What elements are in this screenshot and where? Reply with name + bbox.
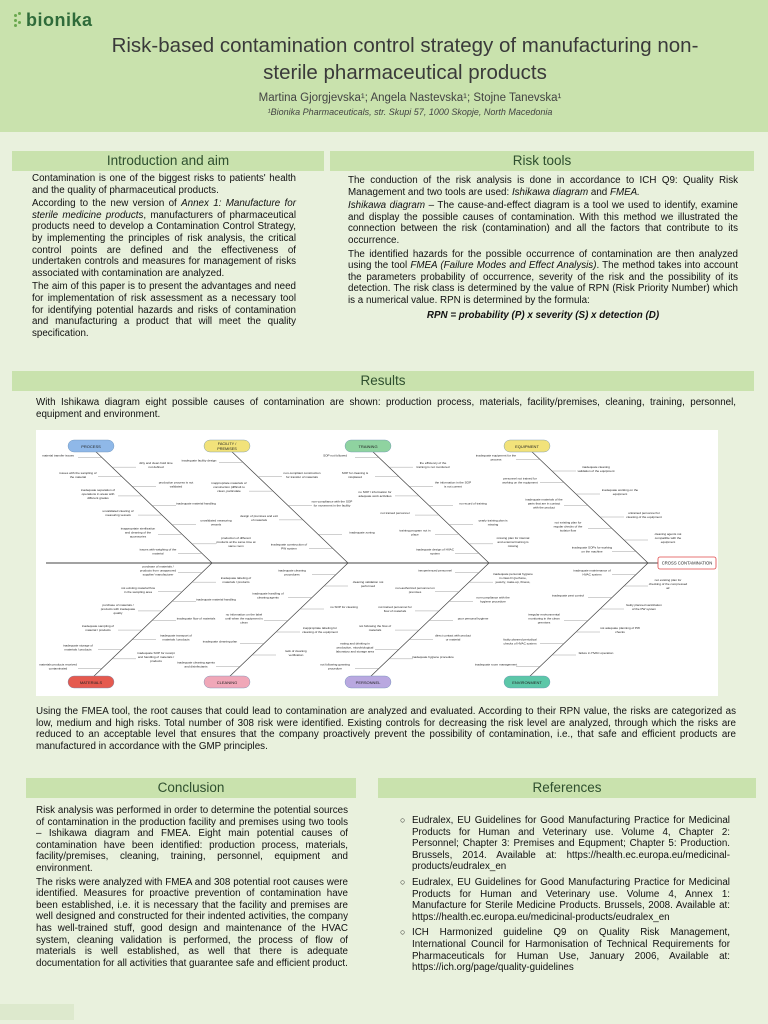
references-heading: References: [378, 778, 756, 798]
category-label: MATERIALS: [79, 680, 103, 685]
cause-label: materials products received: [39, 662, 77, 667]
cause-label: no SOP for cleaning: [330, 605, 358, 609]
cause-label: inadequate room management: [474, 662, 518, 667]
cause-label: until when the equipment is: [225, 616, 263, 621]
cause-label: production of different: [221, 535, 251, 540]
cause-label: not trained personnel: [380, 511, 410, 516]
cause-label: performed: [360, 584, 376, 588]
cause-label: for transfer of materials: [286, 474, 318, 479]
cause-label: flow of materials: [383, 608, 407, 613]
authors: Martina Gjorgjevska¹; Angela Nastevska¹; Stojne Tanevska¹: [258, 92, 562, 104]
rt-p3-b: . The method takes into account the parameters probability of occurrence, severity of the risk and the possibility of its detection. The risk class is determined by the value of RPN (Risk Priority Number) which is a numerical value. RPN is determined by the formula:: [348, 260, 738, 306]
cause-label: of the PW system: [631, 607, 657, 611]
cause-label: irregular environmental: [528, 612, 560, 617]
cause-label: no record of training: [459, 501, 487, 506]
references-list: [398, 815, 730, 978]
cause-label: eating and drinking in: [340, 641, 370, 646]
cause-label: not following gowning: [320, 662, 350, 667]
cause-label: inadequate maintenance of: [573, 568, 611, 573]
cause-label: the efficiency of the: [419, 461, 447, 466]
cause-label: products: [150, 658, 162, 663]
cause-label: materials / products: [162, 637, 190, 642]
rt-p1-em: Ishikawa diagram: [511, 186, 589, 198]
cause-label: dirty and clean hold time: [139, 461, 173, 466]
cause-label: no SOP / information for: [358, 489, 392, 494]
cause-label: training program not in: [399, 528, 431, 533]
cause-label: laboratory and storage area: [335, 649, 375, 654]
cause-label: SOP for cleaning is: [341, 470, 369, 475]
cause-label: on the machine: [581, 549, 603, 554]
cause-label: inadequate material handling: [196, 597, 236, 602]
cause-label: inadequate flow of materials: [176, 616, 216, 621]
cause-label: material / products: [85, 628, 111, 633]
cause-label: isolator flow: [559, 528, 577, 533]
poster-header: [0, 0, 768, 132]
reference-item: ○ ICH Harmonized guideline Q9 on Quality Risk Management, International Council for Harmonisation of Technical Requirements for Pharmaceuticals for Human Use, January 2006, Available at: https://ich.org/page/quality-guidelines: [412, 927, 730, 973]
cause-label: inadequate separation of: [80, 487, 116, 492]
cause-label: inadequate labeling of: [220, 576, 252, 581]
risk-tools-p3: [348, 249, 738, 307]
cause-label: not existing material flow: [121, 585, 155, 590]
cause-label: operations in areas with: [81, 491, 115, 496]
cause-label: is not current: [444, 484, 462, 489]
cause-label: the material: [69, 474, 87, 479]
conclusion-p1: Risk analysis was performed in order to determine the potential sources of contamination in the production facility and premises using two tools – Ishikawa diagram and FMEA. Eight main potential causes of contamination have been identified: production process, materials, facility/premises, cleaning, training, personnel, equipment and environment.: [36, 805, 348, 874]
intro-p2-b: , manufacturers of pharmaceutical products need to develop a Contamination Control Strategy, by implementing the principles of risk analysis, the critical control points are defined and the effectiveness of undertaken controls and measures for management of risks associated with contamination are analyzed.: [32, 209, 296, 279]
cause-label: cleaning of the equipment: [626, 515, 662, 519]
cause-label: inappropriate sterilization: [120, 526, 156, 531]
cause-label: cleaning validation not: [352, 580, 384, 584]
intro-p2-a: According to the new version of: [32, 198, 182, 210]
cause-label: not following the flow of: [358, 624, 392, 629]
cause-label: and cleaning of the: [124, 530, 152, 535]
title-line-2: sterile pharmaceutical products: [263, 61, 547, 84]
cause-label: inadequate cleaning agents: [177, 660, 215, 665]
cause-label: unvalidated clearing of: [102, 509, 134, 514]
footer-box: [0, 1004, 74, 1020]
cause-label: compatible with the: [654, 536, 682, 540]
cause-label: supplier/ manufacturer: [142, 572, 174, 577]
cause-label: inadequate cleaning plan: [202, 639, 238, 644]
category-label: PROCESS: [81, 444, 101, 449]
cause-label: clean: [240, 620, 248, 625]
affiliation: ¹Bionika Pharmaceuticals, str. Skupi 57, 1000 Skopje, North Macedonia: [267, 107, 553, 117]
intro-p2: [32, 198, 296, 279]
cause-label: not trained personnel for: [378, 604, 412, 609]
cause-label: missing: [487, 522, 499, 527]
cause-label: inadequate hygiene procedure: [412, 654, 454, 659]
cause-label: non-compliance with the SOP: [311, 499, 353, 504]
cause-label: missing: [507, 543, 519, 548]
cause-label: direct contact with product: [435, 633, 471, 638]
cause-label: contaminated: [48, 666, 68, 671]
cause-label: issues with weighing of the: [139, 547, 177, 552]
cause-label: inappropriate materials of: [211, 481, 247, 486]
intro-p3: The aim of this paper is to present the advantages and need for implementation of risk assessment as a necessary tool for identifying potential hazards and risks of contamination and manufacturing a product that will meet the quality specification.: [32, 281, 296, 339]
intro-heading: Introduction and aim: [12, 151, 324, 171]
cause-label: products from unapproved: [139, 568, 177, 573]
rpn-formula: RPN = probability (P) x severity (S) x detection (D): [426, 309, 660, 321]
cause-label: failure in HVAC operation: [578, 651, 614, 655]
cause-label: inadequate materials of the: [525, 497, 563, 502]
cause-label: validated: [169, 484, 183, 489]
title-line-1: Risk-based contamination control strategy of manufacturing non-: [111, 34, 699, 57]
category-label: PREMISES: [217, 447, 237, 451]
cause-label: inappropriate labeling for: [302, 626, 338, 630]
cause-label: materials / products: [222, 580, 250, 585]
cause-label: equipment: [612, 492, 628, 496]
cause-label: for movement in the facility: [313, 503, 351, 508]
cause-label: materials: [368, 628, 382, 633]
cause-label: unvalidated measuring: [200, 518, 232, 523]
cause-label: inadequate SOPs for working: [571, 545, 613, 550]
conclusion-heading: Conclusion: [26, 778, 356, 798]
cause-label: materials / products: [64, 647, 92, 652]
cause-label: air: [666, 586, 670, 590]
rt-p3-a: The identified hazards for the possible occurrence of contamination are then analyzed using the tool: [348, 248, 738, 272]
cause-label: HVAC system: [582, 572, 602, 577]
cause-label: process: [490, 457, 502, 462]
cause-label: checks of HVAC system: [503, 641, 537, 646]
cause-label: production process is not: [158, 480, 194, 485]
cause-label: non-compliant construction: [283, 470, 321, 475]
poster-title: [60, 32, 750, 86]
logo-dots-icon: [14, 12, 24, 28]
risk-tools-p2: [348, 200, 738, 246]
cause-label: place: [411, 532, 419, 537]
rt-p1-b: and: [588, 186, 610, 198]
cause-label: misplaced: [348, 474, 362, 479]
cause-label: hygiene procedure: [480, 599, 506, 604]
cause-label: parts that are in contact: [527, 501, 561, 506]
cause-label: inadequate cleaning: [582, 465, 610, 469]
cause-label: purchase of materials /: [142, 564, 174, 569]
cause-label: inadequate cleaning: [278, 568, 306, 573]
cause-label: checking of the compressed: [648, 582, 688, 586]
cause-label: yearly training plan is: [478, 518, 508, 523]
cause-label: checks: [615, 630, 625, 634]
cause-label: untrained personnel for: [628, 511, 660, 515]
risk-tools-p1: [348, 175, 738, 198]
cause-label: and disinfectants: [184, 664, 208, 669]
cause-label: inadequate design of HVAC: [416, 547, 454, 552]
fishbone-svg: [36, 430, 718, 696]
cause-label: purchase of materials /: [102, 602, 134, 607]
cause-label: premises: [537, 620, 551, 625]
cause-label: adequate work activities: [358, 493, 392, 498]
cause-label: material transfer issues: [42, 453, 74, 458]
cause-label: inadequate sampling of: [82, 624, 114, 629]
cause-label: inadequate material handling: [176, 501, 216, 506]
cause-label: faulty planned periodical: [503, 637, 537, 642]
cause-label: inadequate SOP for receipt: [137, 650, 175, 655]
results-heading: Results: [12, 371, 754, 391]
intro-p2-em: Annex 1: Manufacture for sterile medicine products: [32, 198, 296, 221]
cause-label: no information on the label: [225, 612, 263, 617]
cause-label: production, microbiological: [336, 645, 374, 650]
cause-label: inadequate handling of: [252, 591, 284, 596]
cause-label: different grades: [87, 495, 109, 500]
logo-text: bionika: [26, 10, 93, 30]
cause-label: inadequate facility design: [181, 458, 217, 463]
cause-label: inadequate equipment for the: [475, 453, 517, 458]
cause-label: of materials: [251, 517, 267, 522]
cause-label: inexperienced personnel: [418, 568, 452, 573]
cause-label: lack of cleaning: [285, 649, 307, 653]
cause-label: inadequate pest control: [551, 593, 585, 598]
cause-label: cleaning agents: [257, 595, 279, 600]
cause-label: same room: [228, 543, 244, 548]
cause-label: SOP not followed: [323, 453, 347, 458]
cause-label: the information in the SOP: [434, 480, 472, 485]
cause-label: with the product: [533, 505, 555, 510]
cause-label: construction (difficult to: [213, 485, 245, 490]
cause-label: working on the equipment: [502, 480, 538, 485]
cause-label: inadequate storage of: [63, 643, 93, 648]
cause-label: inadequate transport of: [160, 633, 192, 638]
cause-label: personnel not trained for: [503, 476, 537, 481]
cause-label: procedures: [284, 572, 300, 577]
cause-label: poor personal hygiene: [457, 616, 489, 621]
risk-tools-text: [348, 175, 738, 321]
rt-p3-em: FMEA (Failure Modes and Effect Analysis): [410, 260, 597, 272]
category-label: EQUIPMENT: [515, 444, 539, 449]
category-label: ENVIRONMENT: [512, 680, 542, 685]
rt-p2-b: – The cause-and-effect diagram is a tool we used to identify, examine and display the possible causes of contamination. With this method we illustrated the connection between the risk (contamination) and all the factors that contribute to its occurrence.: [348, 200, 738, 246]
cause-label: cleaning of the equipment: [302, 630, 338, 634]
cause-label: system: [430, 551, 440, 556]
bionika-logo: [14, 10, 93, 31]
cause-label: not existing plan for: [554, 520, 582, 525]
effect-label: CROSS CONTAMINATION: [661, 560, 713, 566]
rt-p2-em: Ishikawa diagram: [348, 200, 426, 212]
cause-label: products with inadequate: [100, 606, 136, 611]
cause-label: PW system: [281, 546, 297, 551]
cause-label: and external training is: [497, 539, 529, 544]
cause-label: inadequate construction of: [270, 542, 308, 547]
cause-label: material: [152, 551, 164, 556]
cause-label: non-compliance with the: [476, 595, 510, 600]
reference-item: ○ Eudralex, EU Guidelines for Good Manufacturing Practice for Medicinal Products for Human and Veterinary use. Volume 4, Chapter 2: Personnel; Chapter 3: Premises and Equpment; Chapter 5: Production. Brussels, 2014. Available at: https://health.ec.europa.eu/medicinal-products/eudralex_en: [412, 815, 730, 873]
cause-label: or material: [445, 637, 461, 642]
category-label: TRAINING: [358, 444, 378, 449]
cause-label: inadequate zoning: [349, 530, 375, 535]
category-label: FACILITY /: [217, 442, 237, 446]
cause-label: not defined: [148, 465, 164, 470]
cause-label: and handling of materials /: [137, 654, 175, 659]
category-label: PERSONNEL: [355, 680, 381, 685]
cause-label: non-authorized personnel on: [395, 585, 435, 590]
intro-p1: Contamination is one of the biggest risks to patients' health and the quality of pharmaceutical products.: [32, 173, 296, 196]
cause-label: missing plan for internal: [496, 535, 530, 540]
cause-label: products at the same time at: [216, 539, 256, 544]
cause-label: accessories: [129, 534, 147, 539]
cause-label: vessels: [210, 522, 222, 527]
cause-label: in class D (perfume,: [499, 576, 527, 581]
results-p1: With Ishikawa diagram eight possible causes of contamination are shown: production process, materials, facility/premises, cleaning, training, personnel, equipment and environment.: [36, 397, 736, 420]
cause-label: training is not monitored: [416, 465, 450, 470]
cause-label: in the sampling area: [124, 589, 152, 594]
cause-label: issues with the sampling of: [59, 470, 97, 475]
category-label: CLEANING: [216, 680, 238, 685]
reference-item: ○ Eudralex, EU Guidelines for Good Manufacturing Practice for Medicinal Products for Human and Veterinary use. Volume 4, Annex 1: Manufacture for Sterile Medicine Products. Brussels, 2008. Available at: https://health.ec.europa.eu/medicinal-products/eudralex_en: [412, 877, 730, 923]
cause-label: quality: [113, 610, 123, 615]
cause-label: measuring vessels: [105, 513, 131, 518]
conclusion-text: [36, 805, 348, 971]
cause-label: equipment: [660, 540, 676, 544]
cause-label: regular checks of the: [553, 524, 583, 529]
cause-label: not existing plan for: [654, 578, 682, 582]
cause-label: inadequate working on the: [601, 488, 639, 492]
cause-label: monitoring in the clean: [528, 616, 560, 621]
cause-label: clean, particulate: [217, 489, 241, 494]
conclusion-p2: The risks were analyzed with FMEA and 308 potential root causes were identified. Measures for proactive prevention of contamination have been established, i.e. it is necessary that the facility and premises are well designed and constructed for their indented activities, the company has well-trained stuff, good design and maintenance of the HVAC system, cleaning validation is performed, the process of flow of materials is well established, as well that there is adequate documentation for all activities that guarantee safe and efficient product.: [36, 876, 348, 969]
cause-label: premises: [408, 589, 422, 594]
cause-label: procedure: [328, 666, 342, 671]
cause-label: faulty planned sanitization: [626, 603, 662, 607]
ishikawa-diagram: [36, 430, 718, 696]
cause-label: not adequate planning of PW: [600, 626, 640, 630]
cause-label: inadequate personal hygiene: [493, 572, 533, 577]
cause-label: verification: [288, 653, 304, 657]
rt-p1-a: The conduction of the risk analysis is done in accordance to ICH Q9: Quality Risk Management and two tools are used:: [348, 175, 738, 198]
intro-text: [32, 173, 296, 341]
rt-p1-em2: FMEA.: [609, 186, 640, 198]
risk-tools-heading: Risk tools: [330, 151, 754, 171]
cause-label: design of premises and exit: [240, 513, 278, 518]
cause-label: validation of the equipment: [577, 469, 615, 473]
cause-label: cleaning agents not: [654, 532, 682, 536]
results-p2: Using the FMEA tool, the root causes that could lead to contamination are analyzed and evaluated. According to their RPN value, the risks are categorized as low, medium and high risks. Total number of 308 risk were identified. Existing controls for decreasing the risk level are analyzed, through which the risks are reduced to an acceptable level that ensures that the company proactively prevent the possibility of contamination, i.e., that safe and efficient products are manufactured in accordance with the GMP principles.: [36, 706, 736, 752]
cause-label: jewelry, make-up, fitness,: [495, 580, 531, 585]
